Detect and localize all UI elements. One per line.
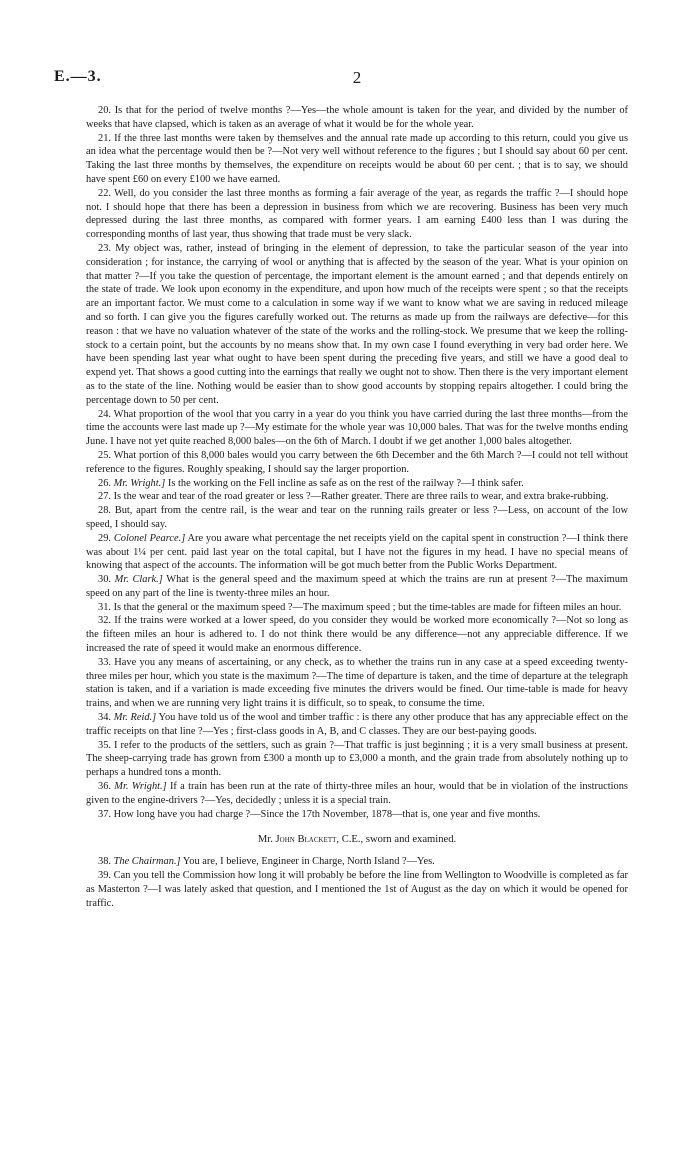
paragraph-text: 28. But, apart from the centre rail, is the wear and tear on the running rails greater or less ?—Less, on account of the low speed, I should say. xyxy=(86,505,628,530)
question-paragraph xyxy=(86,808,628,822)
paragraph-text: 31. Is that the general or the maximum speed ?—The maximum speed ; but the time-tables are made for fifteen miles an hour. xyxy=(98,601,622,613)
question-paragraph xyxy=(86,490,628,504)
paragraph-text: 37. How long have you had charge ?—Since the 17th November, 1878—that is, one year and five months. xyxy=(98,808,541,820)
question-paragraph xyxy=(86,573,628,601)
paragraph-text: Are you aware what percentage the net receipts yield on the capital spent in construction ?—I think there was about 1¼ per cent. paid last year on the total capital, but I have not the figures in my head. I have no special means of knowing that aspect of the accounts. The information will be got much better from the Public Works Department. xyxy=(86,532,628,572)
speaker-name: Mr. Wright.] xyxy=(113,477,166,489)
paragraph-text: Is the working on the Fell incline as safe as on the rest of the railway ?—I think safer. xyxy=(165,477,524,489)
question-paragraph xyxy=(86,104,628,132)
paragraph-text: 35. I refer to the products of the settlers, such as grain ?—That traffic is just beginning ; it is a very small business at present. The sheep-carrying trade has grown from £300 a month up to £3,000 a month, and the grain trade from absolutely nothing up to perhaps a hundred tons a month. xyxy=(86,739,628,779)
question-paragraph xyxy=(86,242,628,408)
question-number: 38. xyxy=(98,856,111,868)
question-paragraph xyxy=(86,408,628,449)
paragraph-text: 23. My object was, rather, instead of bringing in the element of depression, to take the particular season of the year into consideration ; for instance, the carrying of wool or anything that is affected by the season of the year. What is your opinion on that matter ?—If you take the question of percentage, the important element is the amount earned ; and that depends entirely on the state of trade. We look upon economy in the expenditure, and upon how much of the receipts were spent ; so that the receipts are an important factor. We must come to a calculation in some way if we want to know what we are saving in reduced mileage and so forth. I can give you the figures carefully worked out. The returns as made up from the railways are defective—for this reason : that we have no valuation whatever of the state of the works and the rolling-stock. We presume that we keep the rolling-stock to a certain point, but the accounts by no means show that. In my own case I found everything in very bad order here. We have been spending last year what ought to have been spent during the preceding five years, and still we have a good deal to expend yet. That shows a good cutting into the earnings that really we ought not to show. Then there is the very important element as to the state of the line. Nothing would be easier than to show good accounts by stopping repairs altogether. I could bring the percentage down to 50 per cent. xyxy=(86,242,628,406)
witness-prefix: Mr. xyxy=(257,834,276,846)
question-paragraph xyxy=(86,656,628,711)
page-number: 2 xyxy=(352,68,362,87)
witness-heading xyxy=(86,833,628,847)
paragraph-text: 24. What proportion of the wool that you carry in a year do you think you have carried during the last three months—from the time the accounts were last made up ?—My estimate for the whole year was 10,000 bales. That was for the twelve months ending June. I have not yet quite reached 8,000 bales—on the 6th of March. I doubt if we get another 1,000 bales altogether. xyxy=(86,408,628,448)
question-paragraph xyxy=(86,869,628,910)
question-number: 36. xyxy=(98,781,111,793)
speaker-name: Mr. Reid.] xyxy=(113,712,157,724)
paragraph-text: If a train has been run at the rate of thirty-three miles an hour, would that be in violation of the instructions given to the engine-drivers ?—Yes, decidedly ; unless it is a special train. xyxy=(86,781,628,806)
paragraph-text: 33. Have you any means of ascertaining, or any check, as to whether the trains run in any case at a speed exceeding twenty-three miles per hour, which you state is the maximum ?—The time of departure is taken, and the time of departure at the telegraph station is taken, and if a variation is made exceeding five minutes the drivers would be fined. Our time-table is made for heavy trains, and when we are running very light trains it is difficult, so to speak, to consume the time. xyxy=(86,656,628,710)
question-paragraph xyxy=(86,132,628,187)
speaker-name: Mr. Wright.] xyxy=(114,781,167,793)
testimony-section xyxy=(86,104,628,821)
witness-suffix: , C.E., sworn and examined. xyxy=(336,834,457,846)
question-paragraph xyxy=(86,449,628,477)
paragraph-text: You are, I believe, Engineer in Charge, North Island ?—Yes. xyxy=(180,856,435,868)
witness-name: John Blackett xyxy=(275,834,337,846)
question-paragraph xyxy=(86,601,628,615)
paragraph-text: 21. If the three last months were taken by themselves and the annual rate made up according to this return, could you give us an idea what the percentage would then be ?—Not very well without reference to the figures ; but I should say about 60 per cent. Taking the last three months by themselves, the expenditure on receipts would be about 60 per cent. ; that is to say, we should have spent £60 on every £100 we have earned. xyxy=(86,132,628,185)
question-number: 29. xyxy=(98,532,111,544)
question-paragraph xyxy=(86,739,628,780)
speaker-name: The Chairman.] xyxy=(113,856,181,868)
paragraph-text: 27. Is the wear and tear of the road greater or less ?—Rather greater. There are three rails to wear, and extra brake-rubbing. xyxy=(98,491,609,503)
question-paragraph xyxy=(86,532,628,573)
question-paragraph xyxy=(86,477,628,491)
paragraph-text: 22. Well, do you consider the last three months as forming a fair average of the year, as regards the traffic ?—I should hope not. I should hope that there has been a depression in business from which we are recovering. Business has been very much depressed during the last three months, as compared with former years. I am earning £400 less than I was during the corresponding months of last year, thus showing that trade must be very slack. xyxy=(86,187,628,241)
question-paragraph xyxy=(86,855,628,869)
speaker-name: Colonel Pearce.] xyxy=(113,532,186,544)
paragraph-text: You have told us of the wool and timber traffic : is there any other produce that has any appreciable effect on the traffic receipts on that line ?—Yes ; first-class goods in A, B, and C classes. They are our best-paying goods. xyxy=(86,712,628,737)
question-number: 30. xyxy=(98,574,111,586)
paragraph-text: 32. If the trains were worked at a lower speed, do you consider they would be worked more economically ?—Not so long as the fifteen miles an hour is adhered to. I do not think there would be any difference—not any appreciable difference. If we increased the rate of speed it would make an enormous difference. xyxy=(86,615,628,655)
page-header xyxy=(54,68,628,94)
question-paragraph xyxy=(86,711,628,739)
paragraph-text: What is the general speed and the maximum speed at which the trains are run at present ?—The maximum speed on any part of the line is twenty-three miles an hour. xyxy=(86,574,628,599)
paragraph-text: 39. Can you tell the Commission how long it will probably be before the line from Wellington to Woodville is completed as far as Masterton ?—I was lately asked that question, and I mentioned the 1st of August as the day on which it would be opened for traffic. xyxy=(86,870,628,909)
question-paragraph xyxy=(86,614,628,655)
paragraph-text: 25. What portion of this 8,000 bales would you carry between the 6th December and the 6th March ?—I could not tell without reference to the figures. Roughly speaking, I should say the larger proportion. xyxy=(86,449,628,475)
speaker-name: Mr. Clark.] xyxy=(114,574,163,586)
question-number: 34. xyxy=(98,712,111,724)
page-body xyxy=(86,104,628,910)
question-paragraph xyxy=(86,187,628,242)
question-number: 26. xyxy=(98,477,111,489)
question-paragraph xyxy=(86,780,628,808)
testimony-section-2 xyxy=(86,855,628,910)
paragraph-text: 20. Is that for the period of twelve months ?—Yes—the whole amount is taken for the year, and divided by the number of weeks that have clapsed, which is taken as an average of what it would be for the whole year. xyxy=(86,105,628,130)
question-paragraph xyxy=(86,504,628,532)
document-id: E.—3. xyxy=(54,68,102,85)
